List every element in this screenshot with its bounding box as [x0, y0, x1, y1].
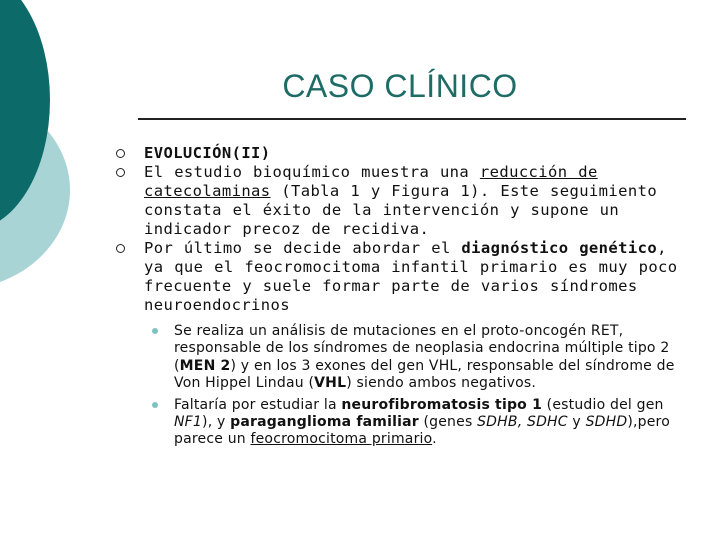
text-run: , ya que el feocromocitoma infantil primario es muy poco frecuente y suele formar parte de varios síndromes neuroendocrinos: [144, 239, 678, 314]
text-run: .: [432, 431, 437, 448]
slide-title: CASO CLÍNICO: [282, 68, 518, 104]
text-run: ),pero parece un: [174, 414, 670, 448]
title-divider: [138, 118, 686, 120]
filled-dot-bullet-icon: [152, 402, 158, 408]
bullet-genetic-diagnosis: [116, 239, 696, 449]
bullet-evolucion: [116, 144, 696, 163]
text-run: (estudio del gen: [542, 396, 664, 413]
sub-bullet-pending-studies: [144, 397, 696, 449]
bold-text: MEN 2: [179, 357, 231, 374]
light-teal-circle-decoration: [0, 90, 70, 290]
hollow-circle-bullet-icon: [116, 244, 125, 253]
bullet-biochemical-study: [116, 163, 696, 239]
text-run: ), y: [202, 414, 231, 431]
hollow-circle-bullet-icon: [116, 149, 125, 158]
text-run: Faltaría por estudiar la: [174, 396, 342, 413]
dark-teal-circle-decoration: [0, 0, 50, 230]
underlined-text: feocromocitoma primario: [250, 431, 433, 448]
underlined-text: reducción de catecolaminas: [144, 163, 598, 200]
italic-text: NF1: [174, 414, 203, 431]
text-run: ) siendo ambos negativos.: [346, 375, 537, 392]
text-run: (Tabla 1 y Figura 1). Este seguimiento constata el éxito de la intervención y supone un indicador precoz de recidiva.: [144, 182, 658, 238]
bold-text: neurofibromatosis tipo 1: [341, 396, 543, 413]
filled-dot-bullet-icon: [152, 328, 158, 334]
text-run: Se realiza un análisis de mutaciones en el proto-oncogén RET, responsable de los síndromes de neoplasia endocrina múltiple tipo 2 (: [174, 323, 670, 374]
bold-text: VHL: [314, 375, 347, 392]
italic-text: SDHD: [585, 414, 628, 431]
bold-text: paraganglioma familiar: [230, 414, 419, 431]
text-run: Por último se decide abordar el: [144, 239, 462, 257]
section-heading: EVOLUCIÓN(II): [144, 144, 271, 162]
sub-bullet-list: [144, 323, 696, 449]
hollow-circle-bullet-icon: [116, 168, 125, 177]
text-run: (genes: [418, 414, 478, 431]
bold-text: diagnóstico genético: [461, 239, 658, 257]
text-run: El estudio bioquímico muestra una: [144, 163, 480, 181]
text-run: ) y en los 3 exones del gen VHL, responsable del síndrome de Von Hippel Lindau (: [174, 357, 675, 392]
italic-text: SDHB, SDHC: [477, 414, 568, 431]
bullet-list: [116, 144, 696, 453]
text-run: y: [567, 414, 586, 431]
sub-bullet-mutation-analysis: [144, 323, 696, 393]
